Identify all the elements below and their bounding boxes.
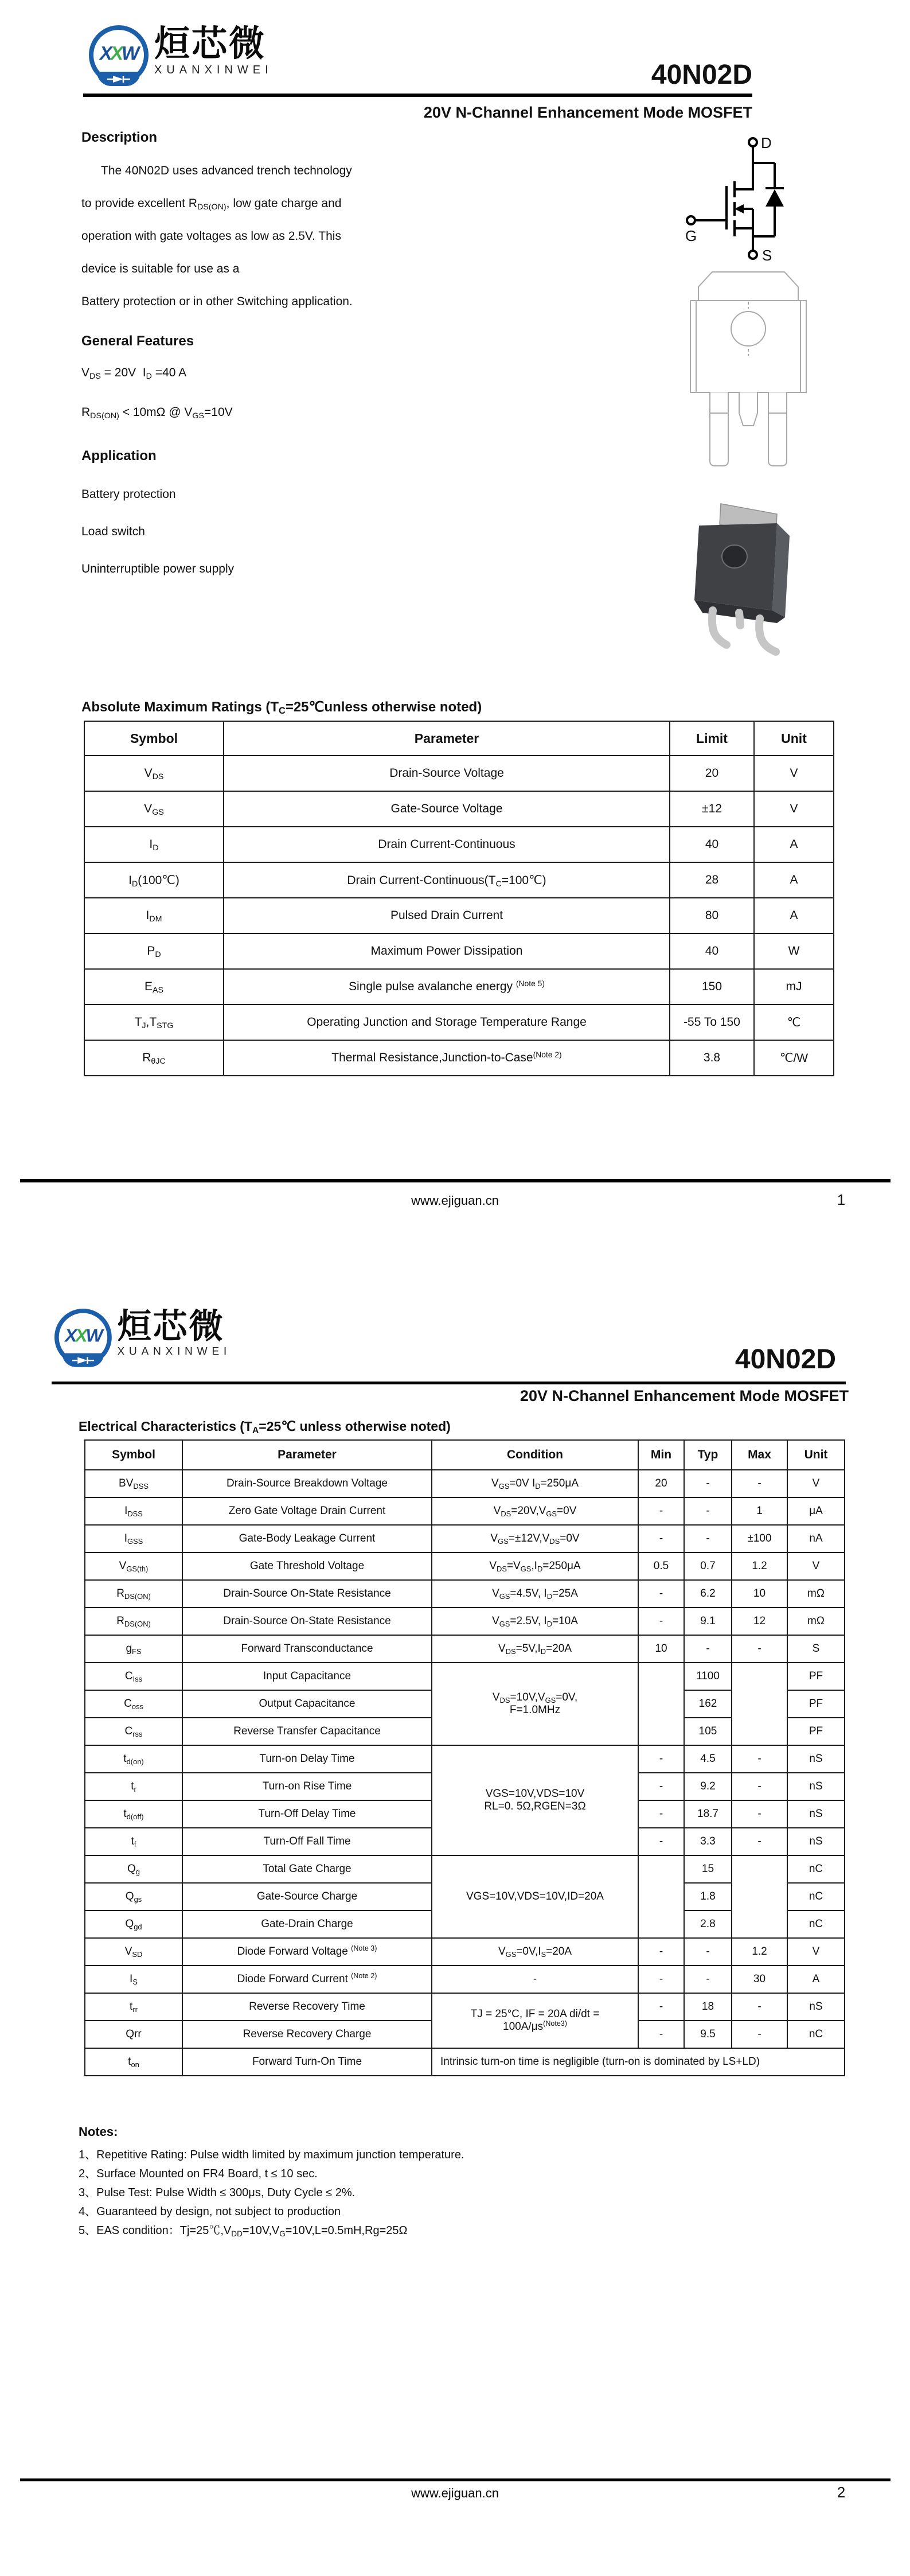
page-2: [0, 1288, 910, 2576]
table-cell: Drain Current-$Continuous(T_C=100℃)$: [224, 862, 670, 898]
table-cell: μA: [787, 1497, 845, 1525]
table-cell: Turn-Off Fall Time: [182, 1828, 432, 1855]
application-line: Uninterruptible power supply: [81, 562, 235, 575]
table-cell: $R_{DS(ON)}$: [85, 1580, 182, 1608]
notes-list: [79, 2145, 835, 2240]
column-header: Max: [732, 1440, 787, 1470]
table-cell: nC: [787, 1883, 845, 1910]
table-row: [85, 1635, 845, 1663]
table-cell: $t_{rr}$: [85, 1993, 182, 2021]
table-cell: Gate-Body Leakage Current: [182, 1525, 432, 1552]
table-cell: A: [754, 827, 834, 862]
table-cell: 20: [670, 756, 754, 791]
table-cell: $I_D$: [84, 827, 224, 862]
table-cell: -: [732, 1773, 787, 1800]
table-cell: Turn-on Rise Time: [182, 1773, 432, 1800]
table-row: [85, 1663, 845, 1690]
table-cell: Forward Transconductance: [182, 1635, 432, 1663]
section-title-application: Application: [81, 448, 157, 464]
table-header-row: [85, 1440, 845, 1470]
table-cell: 10: [732, 1580, 787, 1608]
logo-text: [154, 25, 273, 77]
table-cell: 10: [638, 1635, 684, 1663]
mosfet-symbol-diagram: [679, 133, 817, 271]
table-cell: Single pulse avalanche energy $^{(Note 5)}$: [224, 969, 670, 1005]
table-cell: $t_r$: [85, 1773, 182, 1800]
table-cell: $V_{DS}=V_{GS},I_D=250\mu A$: [432, 1552, 638, 1580]
table-cell: 0.7: [684, 1552, 732, 1580]
electrical-characteristics-title: Electrical Characteristics ($T_A=25℃$ unless otherwise noted): [79, 1419, 451, 1435]
abs-max-ratings-title: Absolute Maximum Ratings ($T_C=25℃unless$ otherwise noted): [81, 699, 482, 716]
table-cell: 150: [670, 969, 754, 1005]
table-cell: ℃: [754, 1005, 834, 1040]
feature-line: $R_{DS(ON)} < 10m\Omega$ @ $V_{GS}=10V$: [81, 406, 233, 421]
table-cell: S: [787, 1635, 845, 1663]
footer-website-link[interactable]: www.ejiguan.cn: [411, 2486, 499, 2500]
table-cell: -: [732, 1800, 787, 1828]
logo-mark-icon: [89, 25, 149, 86]
table-cell: mΩ: [787, 1608, 845, 1635]
description-line: to provide excellent $R_{DS(ON)}$, low gate charge and: [81, 197, 342, 212]
table-cell: -: [684, 1525, 732, 1552]
table-cell: A: [754, 898, 834, 933]
column-header: Typ: [684, 1440, 732, 1470]
table-cell: VGS=10V,VDS=10V RL=0. 5Ω,RGEN=3Ω: [432, 1745, 638, 1855]
abs-max-ratings-table: [84, 721, 834, 1076]
table-row: [84, 898, 834, 933]
table-cell: -: [638, 1608, 684, 1635]
table-cell: $g_{FS}$: [85, 1635, 182, 1663]
table-cell: Reverse Recovery Charge: [182, 2021, 432, 2048]
table-cell: nA: [787, 1525, 845, 1552]
table-cell: 0.5: [638, 1552, 684, 1580]
table-cell: 28: [670, 862, 754, 898]
table-cell: $I_{DM}$: [84, 898, 224, 933]
footer-rule: [20, 1179, 891, 1182]
table-cell: ±12: [670, 791, 754, 827]
table-cell: $V_{DS}=20V,V_{GS}=0V$: [432, 1497, 638, 1525]
logo-band: [62, 1353, 104, 1367]
table-cell: $I_{GSS}$: [85, 1525, 182, 1552]
table-cell: 3.3: [684, 1828, 732, 1855]
table-row: [85, 1552, 845, 1580]
table-cell: -: [638, 1745, 684, 1773]
application-list: [81, 488, 609, 600]
table-row: [85, 1993, 845, 2021]
diode-icon: [106, 75, 131, 84]
table-cell: $T_J,T_{STG}$: [84, 1005, 224, 1040]
part-number: 40N02D: [651, 60, 752, 90]
table-cell: nS: [787, 1800, 845, 1828]
table-cell: Drain-Source Breakdown Voltage: [182, 1470, 432, 1497]
logo-monogram: XXW: [65, 1325, 101, 1346]
diode-icon: [71, 1356, 95, 1364]
table-cell: $V_{GS}=\pm 12V,V_{DS}=0V$: [432, 1525, 638, 1552]
features-list: [81, 366, 609, 445]
footer-website-link[interactable]: www.ejiguan.cn: [411, 1193, 499, 1208]
column-header: Symbol: [85, 1440, 182, 1470]
table-cell: $V_{SD}$: [85, 1938, 182, 1966]
application-line: Load switch: [81, 525, 145, 538]
table-cell: PF: [787, 1718, 845, 1745]
table-cell: nS: [787, 1993, 845, 2021]
table-cell: 1.2: [732, 1552, 787, 1580]
table-cell: -55 To 150: [670, 1005, 754, 1040]
table-cell: $V_{GS}=0V$ $I_D=250\mu A$: [432, 1470, 638, 1497]
table-cell: $Q_g$: [85, 1855, 182, 1883]
table-cell: Input Capacitance: [182, 1663, 432, 1690]
table-cell: 162: [684, 1690, 732, 1718]
table-cell: V: [754, 756, 834, 791]
table-cell: 9.5: [684, 2021, 732, 2048]
table-cell: [732, 1855, 787, 1938]
table-cell: $Q_{gd}$: [85, 1910, 182, 1938]
column-header: Unit: [787, 1440, 845, 1470]
table-cell: 9.1: [684, 1608, 732, 1635]
table-cell: Gate-Source Charge: [182, 1883, 432, 1910]
section-title-general-features: General Features: [81, 333, 194, 349]
table-row: [84, 791, 834, 827]
page-subtitle: 20V N-Channel Enhancement Mode MOSFET: [423, 104, 752, 121]
table-cell: V: [787, 1470, 845, 1497]
table-cell: -: [732, 1470, 787, 1497]
table-row: [84, 756, 834, 791]
table-cell: 18: [684, 1993, 732, 2021]
table-cell: -: [638, 1800, 684, 1828]
section-title-description: Description: [81, 130, 158, 145]
table-cell: $t_{d(on)}$: [85, 1745, 182, 1773]
table-cell: $Q_{gs}$: [85, 1883, 182, 1910]
table-cell: 9.2: [684, 1773, 732, 1800]
table-cell: Intrinsic turn-on time is negligible (turn-on is dominated by LS+LD): [432, 2048, 845, 2076]
note-line: 3、Pulse Test: Pulse Width ≤ 300μs, Duty Cycle ≤ 2%.: [79, 2186, 356, 2199]
table-cell: nC: [787, 1855, 845, 1883]
table-cell: ±100: [732, 1525, 787, 1552]
table-cell: $P_D$: [84, 933, 224, 969]
table-cell: -: [638, 1966, 684, 1993]
table-cell: Operating Junction and Storage Temperature Range: [224, 1005, 670, 1040]
table-cell: PF: [787, 1690, 845, 1718]
page-subtitle: 20V N-Channel Enhancement Mode MOSFET: [520, 1387, 849, 1404]
table-cell: $C_{rss}$: [85, 1718, 182, 1745]
table-cell: Gate-Drain Charge: [182, 1910, 432, 1938]
table-cell: -: [638, 1993, 684, 2021]
table-row: [84, 1005, 834, 1040]
column-header: Parameter: [224, 721, 670, 756]
table-cell: $R_{\theta JC}$: [84, 1040, 224, 1076]
drain-label: D: [761, 134, 772, 151]
table-cell: 20: [638, 1470, 684, 1497]
package-outline-drawing: [677, 269, 820, 485]
table-cell: Pulsed Drain Current: [224, 898, 670, 933]
table-cell: 1.2: [732, 1938, 787, 1966]
column-header: Unit: [754, 721, 834, 756]
table-cell: V: [787, 1938, 845, 1966]
page-number: 2: [837, 2484, 846, 2501]
table-cell: $t_{d(off)}$: [85, 1800, 182, 1828]
table-cell: 30: [732, 1966, 787, 1993]
table-cell: -: [732, 1635, 787, 1663]
table-row: [85, 1745, 845, 1773]
table-row: [84, 862, 834, 898]
table-cell: $V_{DS}=5V,I_D=20A$: [432, 1635, 638, 1663]
header-rule: [83, 94, 752, 97]
note-line: 5、EAS condition：$Tj=25℃,V_{DD}=10V,V_G=10V,L=0.5mH,Rg=25\Omega$: [79, 2224, 408, 2238]
table-row: [85, 1966, 845, 1993]
body-diode-icon: [766, 189, 784, 207]
company-logo: [54, 1309, 231, 1367]
table-cell: 40: [670, 933, 754, 969]
table-cell: -: [432, 1966, 638, 1993]
table-cell: nC: [787, 1910, 845, 1938]
description-paragraph: [81, 164, 609, 328]
mosfet-arrow-icon: [735, 204, 744, 213]
table-cell: nS: [787, 1773, 845, 1800]
table-row: [84, 933, 834, 969]
table-cell: -: [732, 1993, 787, 2021]
table-cell: -: [638, 2021, 684, 2048]
column-header: Symbol: [84, 721, 224, 756]
package-3d-image: [691, 500, 806, 672]
table-cell: Forward Turn-On Time: [182, 2048, 432, 2076]
table-cell: -: [638, 1773, 684, 1800]
footer-rule: [20, 2478, 891, 2481]
table-cell: -: [684, 1470, 732, 1497]
table-cell: nC: [787, 2021, 845, 2048]
company-name-cn: 烜芯微: [154, 24, 267, 64]
table-cell: 3.8: [670, 1040, 754, 1076]
table-cell: $I_{DSS}$: [85, 1497, 182, 1525]
table-cell: Drain Current-Continuous: [224, 827, 670, 862]
table-cell: 105: [684, 1718, 732, 1745]
table-cell: 12: [732, 1608, 787, 1635]
table-cell: Diode Forward Current $^{(Note 2)}$: [182, 1966, 432, 1993]
table-cell: -: [732, 2021, 787, 2048]
table-cell: 80: [670, 898, 754, 933]
table-cell: -: [638, 1580, 684, 1608]
table-row: [85, 2048, 845, 2076]
table-cell: -: [732, 1745, 787, 1773]
application-line: Battery protection: [81, 488, 176, 501]
table-cell: $I_D(100℃)$: [84, 862, 224, 898]
table-cell: VGS=10V,VDS=10V,ID=20A: [432, 1855, 638, 1938]
page-number: 1: [837, 1191, 846, 1208]
table-cell: [638, 1855, 684, 1938]
description-line: Battery protection or in other Switching application.: [81, 295, 353, 308]
table-row: [84, 1040, 834, 1076]
table-cell: Output Capacitance: [182, 1690, 432, 1718]
description-line: The 40N02D uses advanced trench technology: [101, 164, 352, 177]
table-cell: Reverse Recovery Time: [182, 1993, 432, 2021]
logo-monogram: XXW: [99, 42, 138, 64]
table-cell: Diode Forward Voltage $^{(Note 3)}$: [182, 1938, 432, 1966]
note-line: 1、Repetitive Rating: Pulse width limited by maximum junction temperature.: [79, 2149, 464, 2161]
table-header-row: [84, 721, 834, 756]
table-cell: A: [754, 862, 834, 898]
table-cell: -: [684, 1966, 732, 1993]
table-row: [84, 969, 834, 1005]
table-cell: $V_{GS}=0V,I_S=20A$: [432, 1938, 638, 1966]
table-cell: -: [638, 1828, 684, 1855]
table-cell: mJ: [754, 969, 834, 1005]
table-cell: Reverse Transfer Capacitance: [182, 1718, 432, 1745]
column-header: Parameter: [182, 1440, 432, 1470]
table-cell: V: [754, 791, 834, 827]
table-cell: -: [732, 1828, 787, 1855]
table-cell: [638, 1663, 684, 1745]
table-cell: Gate-Source Voltage: [224, 791, 670, 827]
table-cell: -: [638, 1938, 684, 1966]
company-name-en: XUANXINWEI: [154, 64, 273, 76]
table-cell: Turn-Off Delay Time: [182, 1800, 432, 1828]
logo-text: [117, 1309, 231, 1358]
table-cell: $V_{GS}=4.5V$, $I_D=25A$: [432, 1580, 638, 1608]
company-name-cn: 烜芯微: [117, 1308, 225, 1346]
table-cell: 40: [670, 827, 754, 862]
table-cell: $t_f$: [85, 1828, 182, 1855]
logo-band: [97, 72, 140, 86]
table-cell: -: [638, 1497, 684, 1525]
table-cell: V: [787, 1552, 845, 1580]
header-rule: [52, 1382, 846, 1384]
part-number: 40N02D: [735, 1344, 836, 1375]
table-cell: ℃/W: [754, 1040, 834, 1076]
table-cell: $V_{DS}$: [84, 756, 224, 791]
table-cell: -: [684, 1497, 732, 1525]
gate-label: G: [685, 227, 697, 244]
column-header: Min: [638, 1440, 684, 1470]
table-cell: Total Gate Charge: [182, 1855, 432, 1883]
description-line: device is suitable for use as a: [81, 262, 240, 275]
table-cell: $C_{Iss}$: [85, 1663, 182, 1690]
table-cell: -: [684, 1938, 732, 1966]
table-cell: Qrr: [85, 2021, 182, 2048]
source-label: S: [762, 247, 772, 264]
table-cell: nS: [787, 1828, 845, 1855]
table-cell: mΩ: [787, 1580, 845, 1608]
note-line: 2、Surface Mounted on FR4 Board, t ≤ 10 sec.: [79, 2168, 318, 2180]
table-cell: 2.8: [684, 1910, 732, 1938]
notes-title: Notes:: [79, 2124, 118, 2139]
table-cell: PF: [787, 1663, 845, 1690]
table-cell: Zero Gate Voltage Drain Current: [182, 1497, 432, 1525]
table-row: [85, 1855, 845, 1883]
table-row: [85, 1608, 845, 1635]
table-cell: $V_{GS}$: [84, 791, 224, 827]
electrical-characteristics-table: [84, 1439, 845, 2076]
table-row: [84, 827, 834, 862]
table-cell: 1.8: [684, 1883, 732, 1910]
table-cell: $BV_{DSS}$: [85, 1470, 182, 1497]
table-cell: -: [638, 1525, 684, 1552]
table-cell: Drain-Source On-State Resistance: [182, 1580, 432, 1608]
table-cell: Thermal Resistance,Junction-to-Case$^{(Note 2)}$: [224, 1040, 670, 1076]
table-cell: 1100: [684, 1663, 732, 1690]
feature-line: $V_{DS} = 20V$ $I_D =40$ A: [81, 366, 187, 381]
table-cell: $t_{on}$: [85, 2048, 182, 2076]
table-cell: 4.5: [684, 1745, 732, 1773]
table-cell: Drain-Source On-State Resistance: [182, 1608, 432, 1635]
table-cell: $V_{GS}=2.5V$, $I_D=10A$: [432, 1608, 638, 1635]
column-header: Condition: [432, 1440, 638, 1470]
description-line: operation with gate voltages as low as 2.5V. This: [81, 229, 341, 243]
table-cell: -: [684, 1635, 732, 1663]
table-cell: Maximum Power Dissipation: [224, 933, 670, 969]
table-cell: TJ = 25°C, IF = 20A di/dt = $100A/\mu s^{(Note3)}$: [432, 1993, 638, 2048]
table-cell: Gate Threshold Voltage: [182, 1552, 432, 1580]
table-row: [85, 1938, 845, 1966]
table-cell: $I_S$: [85, 1966, 182, 1993]
table-cell: $C_{oss}$: [85, 1690, 182, 1718]
table-cell: 6.2: [684, 1580, 732, 1608]
column-header: Limit: [670, 721, 754, 756]
table-cell: [732, 1663, 787, 1745]
company-name-en: XUANXINWEI: [117, 1345, 231, 1358]
table-cell: $V_{DS}=10V,V_{GS}=0V$, F=1.0MHz: [432, 1663, 638, 1745]
table-row: [85, 1470, 845, 1497]
table-row: [85, 1580, 845, 1608]
table-cell: W: [754, 933, 834, 969]
table-row: [85, 1525, 845, 1552]
table-cell: A: [787, 1966, 845, 1993]
note-line: 4、Guaranteed by design, not subject to production: [79, 2205, 341, 2218]
table-cell: $V_{GS(th)}$: [85, 1552, 182, 1580]
table-cell: 18.7: [684, 1800, 732, 1828]
company-logo: [89, 25, 273, 86]
table-cell: Turn-on Delay Time: [182, 1745, 432, 1773]
table-cell: nS: [787, 1745, 845, 1773]
table-cell: 1: [732, 1497, 787, 1525]
logo-mark-icon: [54, 1309, 112, 1367]
table-cell: Drain-Source Voltage: [224, 756, 670, 791]
table-cell: $E_{AS}$: [84, 969, 224, 1005]
table-row: [85, 1497, 845, 1525]
table-cell: $R_{DS(ON)}$: [85, 1608, 182, 1635]
table-cell: 15: [684, 1855, 732, 1883]
